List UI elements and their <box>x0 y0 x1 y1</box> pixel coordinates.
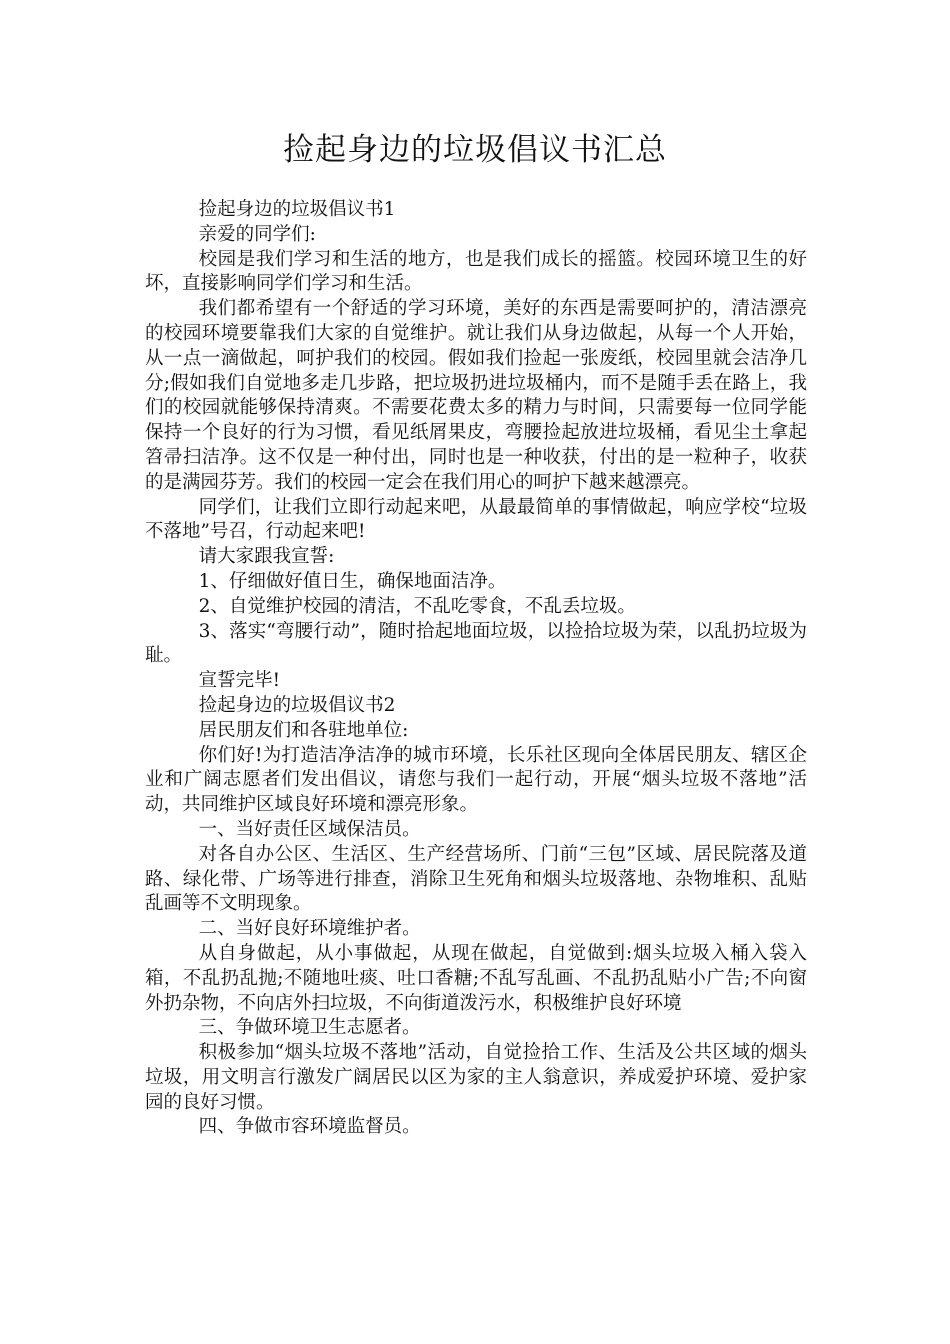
salutation-students: 亲爱的同学们: <box>198 223 316 245</box>
heading-proposal-2: 捡起身边的垃圾倡议书2 <box>198 694 396 716</box>
document-body <box>145 198 807 1140</box>
paragraph: 同学们，让我们立即行动起来吧，从最最简单的事情做起，响应学校“垃圾不落地”号召，行动起来吧! <box>145 496 807 543</box>
paragraph: 请大家跟我宣誓: <box>198 546 335 568</box>
section-heading: 四、争做市容环境监督员。 <box>198 1116 421 1138</box>
section-heading: 三、争做环境卫生志愿者。 <box>198 1017 421 1039</box>
heading-proposal-1: 捡起身边的垃圾倡议书1 <box>198 199 396 220</box>
paragraph: 我们都希望有一个舒适的学习环境，美好的东西是需要呵护的，清洁漂亮的校园环境要靠我们大家的自觉维护。就让我们从身边做起，从每一个人开始，从一点一滴做起，呵护我们的校园。假如我们捡起一张废纸，校园里就会洁净几分;假如我们自觉地多走几步路，把垃圾扔进垃圾桶内，而不是随手丢在路上，我们的校园就能够保持清爽。不需要花费太多的精力与时间，只需要每一位同学能保持一个良好的行为习惯，看见纸屑果皮，弯腰捡起放进垃圾桶，看见尘土拿起笤帚扫洁净。这不仅是一种付出，同时也是一种收获，付出的是一粒种子，收获的是满园芬芳。我们的校园一定会在我们用心的呵护下越来越漂亮。 <box>145 298 807 493</box>
oath-item: 3、落实“弯腰行动”，随时拾起地面垃圾，以捡拾垃圾为荣，以乱扔垃圾为耻。 <box>145 620 807 667</box>
oath-item: 1、仔细做好值日生，确保地面洁净。 <box>198 570 507 592</box>
paragraph: 校园是我们学习和生活的地方，也是我们成长的摇篮。校园环境卫生的好坏，直接影响同学们学习和生活。 <box>145 248 807 295</box>
salutation-residents: 居民朋友们和各驻地单位: <box>198 719 409 741</box>
paragraph: 对各自办公区、生活区、生产经营场所、门前“三包”区域、居民院落及道路、绿化带、广场等进行排查，消除卫生死角和烟头垃圾落地、杂物堆积、乱贴乱画等不文明现象。 <box>145 843 807 915</box>
section-heading: 二、当好良好环境维护者。 <box>198 918 421 940</box>
paragraph: 从自身做起，从小事做起，从现在做起，自觉做到:烟头垃圾入桶入袋入箱，不乱扔乱抛;不随地吐痰、吐口香糖;不乱写乱画、不乱扔乱贴小广告;不向窗外扔杂物，不向店外扫垃圾，不向街道泼污水，积极维护良好环境 <box>145 942 807 1014</box>
paragraph: 宣誓完毕! <box>198 670 281 692</box>
oath-item: 2、自觉维护校园的清洁，不乱吃零食，不乱丢垃圾。 <box>198 595 636 617</box>
section-heading: 一、当好责任区域保洁员。 <box>198 818 421 840</box>
paragraph: 积极参加“烟头垃圾不落地”活动，自觉捡拾工作、生活及公共区域的烟头垃圾，用文明言行激发广阔居民以区为家的主人翁意识，养成爱护环境、爱护家园的良好习惯。 <box>145 1042 807 1113</box>
document-title: 捡起身边的垃圾倡议书汇总 <box>283 132 667 168</box>
paragraph: 你们好!为打造洁净洁净的城市环境，长乐社区现向全体居民朋友、辖区企业和广阔志愿者们发出倡议，请您与我们一起行动，开展“烟头垃圾不落地”活动，共同维护区域良好环境和漂亮形象。 <box>145 744 807 816</box>
